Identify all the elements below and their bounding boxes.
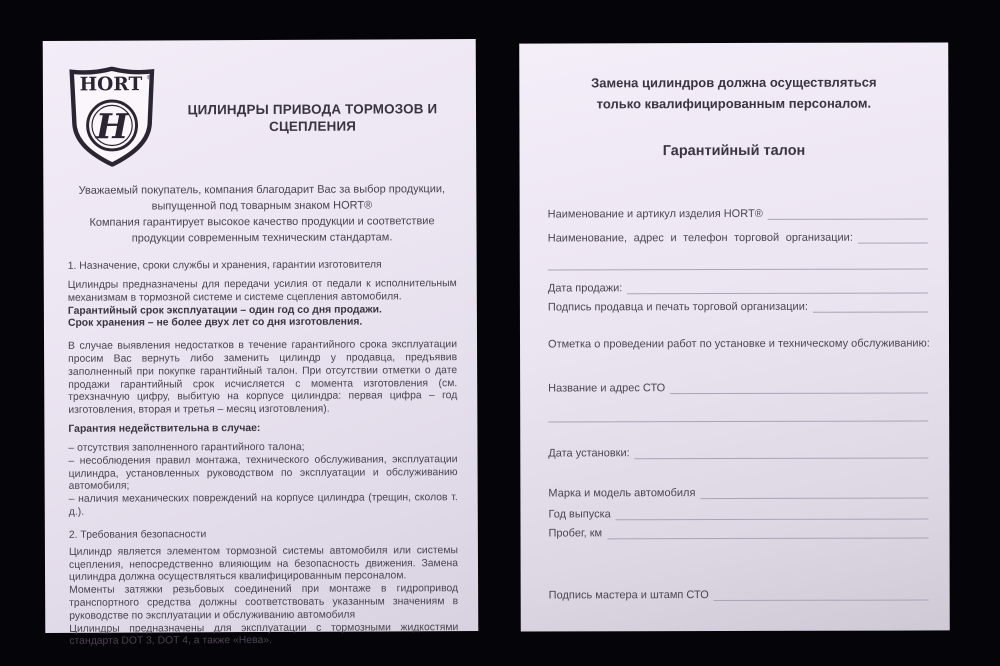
storage-term-line: Срок хранения – не более двух лет со дня изготовления. [67, 316, 363, 330]
blank-line [607, 524, 928, 539]
blank-line [714, 586, 929, 601]
blank-line [858, 229, 928, 243]
fluids-paragraph: Цилиндры предназначены для эксплуатации с тормозными жидкостями стандарта DOT 3, DOT 4, а также «Нева». [69, 621, 459, 648]
claims-paragraph: В случае выявления недостатков в течение гарантийного срока эксплуатации просим Вас вернуть либо заменить цилиндр у продавца, предъявив заполненный при покупке гарантийный талон. При отсутствии отметки о дате продажи гарантийный срок исчисляется с момента изготовления (см. трехзначную цифру, выбитую на корпусе цилиндра: первая цифра – год изготовления, вторая и третья – месяц изготовления). [68, 339, 458, 417]
torque-paragraph: Моменты затяжки резьбовых соединений при монтаже в гидропривод транспортного средства должны соответствовать указанным значениям в руководстве по эксплуатации и обслуживанию автомобиля [69, 583, 459, 622]
blank-line [548, 407, 928, 422]
void-item: – наличия механических повреждений на корпусе цилиндра (трещин, сколов т. д.). [68, 492, 458, 518]
field-seller-signature [548, 298, 928, 313]
field-label: Наименование, адрес и телефон торговой организации: [547, 231, 853, 245]
field-label: Марка и модель автомобиля [548, 487, 696, 500]
field-label: Название и адрес СТО [548, 382, 666, 395]
field-install-date [548, 444, 928, 459]
field-label: Год выпуска [548, 508, 611, 521]
instruction-page [43, 39, 479, 648]
blank-line [616, 505, 929, 520]
warranty-title: Гарантийный талон [662, 142, 806, 160]
field-service-station [548, 379, 928, 394]
blank-line [627, 279, 928, 294]
notice-line: Замена цилиндров должна осуществляться [591, 74, 877, 91]
blank-line [548, 255, 928, 270]
void-item: – несоблюдения правил монтажа, технического обслуживания, эксплуатации цилиндра, установленных руководством по эксплуатации и обслуживанию автомобиля; [68, 453, 458, 493]
field-mileage [548, 524, 928, 539]
field-label: Отметка о проведении работ по установке и техническому обслуживанию: [548, 337, 930, 351]
field-service-station-continued [548, 407, 928, 422]
logo-brand-text: HORT [79, 74, 143, 96]
safety-block [69, 545, 458, 649]
blank-line [700, 484, 928, 499]
logo-reg-mark: ® [146, 75, 152, 82]
replacement-notice [549, 73, 918, 116]
void-item: – отсутствия заполненного гарантийного талона; [68, 441, 305, 454]
section-2-heading: 2. Требования безопасности [68, 528, 207, 541]
blank-line [813, 298, 928, 312]
field-master-signature [549, 586, 929, 601]
warranty-term-line: Гарантийный срок эксплуатации – один год со дня продажи. [67, 304, 382, 317]
field-label: Подпись продавца и печать торговой организации: [547, 300, 808, 314]
field-product-name [548, 205, 928, 220]
blank-line [670, 379, 928, 394]
intro-line: продукции современным техническим стандартам. [131, 231, 393, 245]
page-header [67, 65, 456, 167]
void-list [68, 441, 457, 519]
void-heading: Гарантия недействительна в случае: [68, 422, 261, 435]
field-car-year [548, 505, 928, 520]
service-works-note [548, 337, 928, 350]
purpose-block [68, 278, 457, 331]
purpose-paragraph: Цилиндры предназначены для передачи усилия от педали к исполнительным механизмам в тормозной системе и системе сцепления автомобиля. [67, 278, 457, 304]
blank-line [768, 205, 928, 219]
field-sale-date [548, 279, 928, 294]
warranty-page [519, 42, 950, 631]
field-label: Дата продажи: [547, 282, 623, 295]
intro-line: выпущенной под товарным знаком HORT® [151, 199, 373, 213]
hort-logo-icon [67, 66, 157, 166]
field-label: Наименование и артикул изделия HORT® [547, 207, 763, 221]
intro-paragraph [67, 181, 456, 247]
field-car-make-model [548, 484, 928, 499]
notice-line: только квалифицированным персоналом. [596, 95, 872, 112]
section-1-heading: 1. Назначение, сроки службы и хранения, гарантии изготовителя [67, 259, 382, 272]
field-seller-org-continued [548, 255, 928, 270]
intro-line: Компания гарантирует высокое качество продукции и соответствие [89, 215, 435, 229]
logo-monogram: H [95, 107, 129, 148]
field-label: Дата установки: [548, 447, 630, 460]
page-title: ЦИЛИНДРЫ ПРИВОДА ТОРМОЗОВ И СЦЕПЛЕНИЯ [187, 101, 438, 134]
field-label: Пробег, км [548, 527, 603, 540]
field-seller-org [548, 229, 928, 244]
blank-line [635, 444, 929, 459]
safety-paragraph: Цилиндр является элементом тормозной системы автомобиля или системы сцепления, непосредственно влияющим на безопасность движения. Замена цилиндра должна осуществляться квалифицированным персоналом. [68, 544, 459, 584]
intro-line: Уважаемый покупатель, компания благодарит Вас за выбор продукции, [78, 183, 446, 197]
field-label: Подпись мастера и штамп СТО [548, 589, 709, 602]
